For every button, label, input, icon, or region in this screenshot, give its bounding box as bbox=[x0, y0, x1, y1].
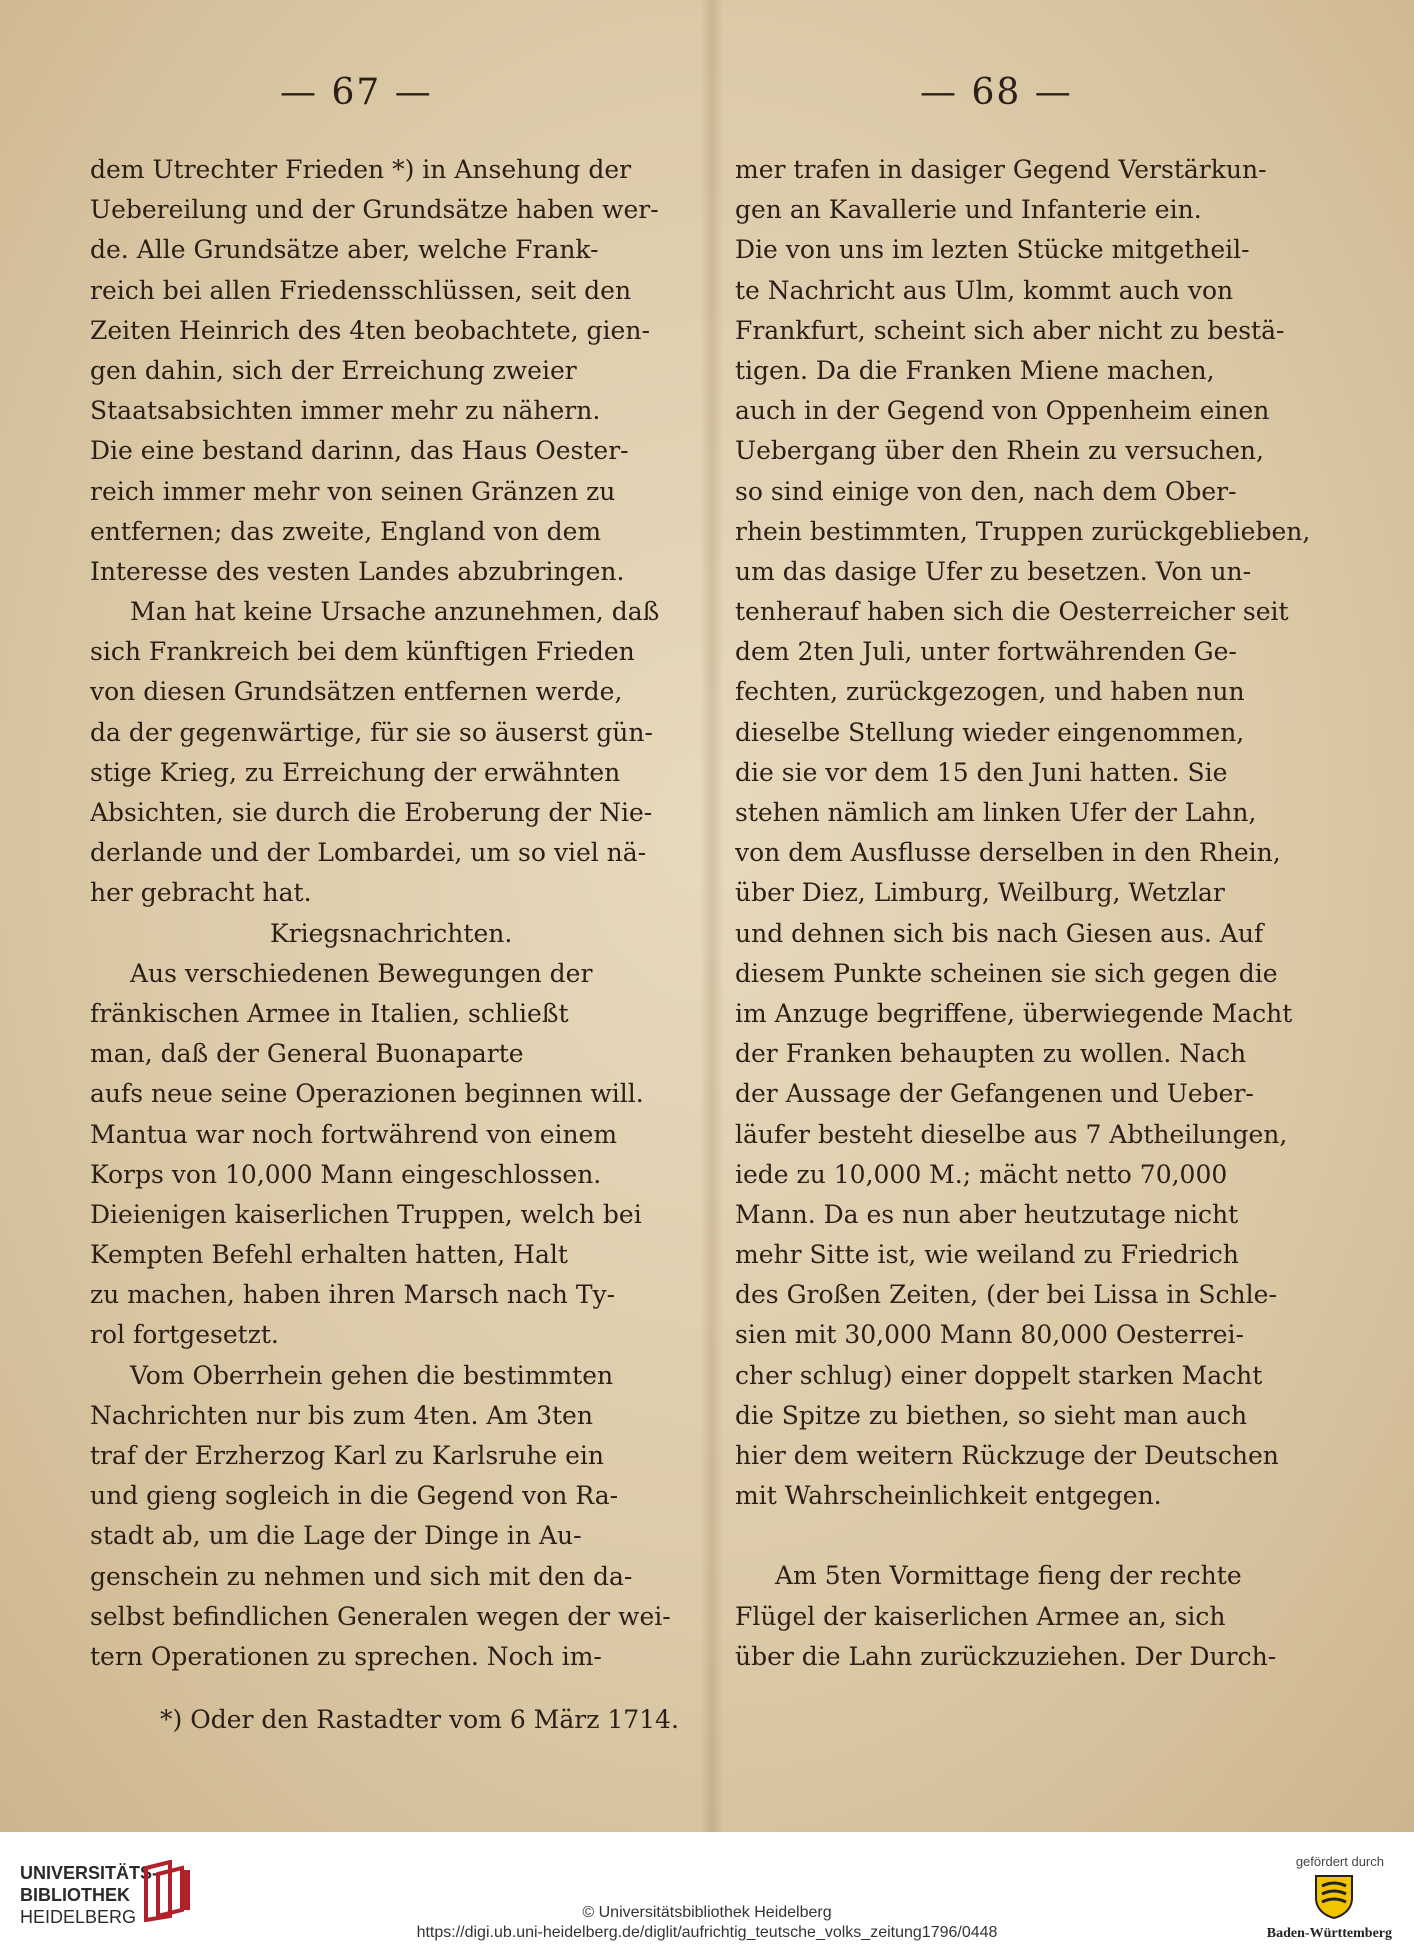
right-page-text-line: Uebergang über den Rhein zu versuchen, bbox=[735, 436, 1264, 466]
left-page-text-line: Nachrichten nur bis zum 4ten. Am 3ten bbox=[90, 1400, 593, 1430]
right-page-text-line: tenherauf haben sich die Oesterreicher seit bbox=[735, 597, 1289, 627]
left-page-text-line: Kempten Befehl erhalten hatten, Halt bbox=[90, 1240, 568, 1270]
right-page-text-line: auch in der Gegend von Oppenheim einen bbox=[735, 396, 1270, 426]
left-page-text-line: Staatsabsichten immer mehr zu nähern. bbox=[90, 396, 601, 426]
left-page-text-line: dem Utrechter Frieden *) in Ansehung der bbox=[90, 155, 632, 184]
left-page-text-line: und gieng sogleich in die Gegend von Ra- bbox=[90, 1481, 619, 1511]
right-page-text-line: diesem Punkte scheinen sie sich gegen die bbox=[735, 958, 1278, 988]
viewer-footer bbox=[0, 1832, 1414, 1947]
left-page-text-line: Vom Oberrhein gehen die bestimmten bbox=[130, 1360, 614, 1390]
right-page-text-line: iede zu 10,000 M.; mächt netto 70,000 bbox=[735, 1159, 1228, 1189]
left-page-text-line: traf der Erzherzog Karl zu Karlsruhe ein bbox=[90, 1441, 605, 1470]
right-page-text-line: Am 5ten Vormittage fieng der rechte bbox=[775, 1561, 1242, 1591]
baden-wuerttemberg-crest-icon bbox=[1312, 1872, 1356, 1920]
right-page-text-line: des Großen Zeiten, (der bei Lissa in Schle- bbox=[735, 1280, 1277, 1310]
right-page-text-line: so sind einige von den, nach dem Ober- bbox=[735, 476, 1237, 506]
right-page-text-line: der Franken behaupten zu wollen. Nach bbox=[735, 1039, 1247, 1069]
right-page-text-line: Die von uns im lezten Stücke mitgetheil- bbox=[735, 235, 1250, 265]
left-page-text-line: stige Krieg, zu Erreichung der erwähnten bbox=[90, 757, 621, 787]
permalink-url[interactable]: https://digi.ub.uni-heidelberg.de/diglit/aufrichtig_teutsche_volks_zeitung1796/0448 bbox=[416, 1924, 998, 1941]
book-gutter bbox=[700, 0, 724, 1832]
right-page-text-line: im Anzuge begriffene, überwiegende Macht bbox=[735, 998, 1293, 1028]
left-page-text-line: Man hat keine Ursache anzunehmen, daß bbox=[130, 597, 660, 627]
left-page-text-line: Interesse des vesten Landes abzubringen. bbox=[90, 556, 625, 586]
right-page-text-line: gen an Kavallerie und Infanterie ein. bbox=[735, 195, 1202, 225]
left-page-text-line: sich Frankreich bei dem künftigen Frieden bbox=[90, 637, 635, 667]
right-page-paragraph-gap bbox=[735, 1516, 1345, 1556]
library-logo-line: UNIVERSITÄTS- bbox=[20, 1863, 159, 1883]
right-page-text-line: und dehnen sich bis nach Giesen aus. Auf bbox=[735, 918, 1264, 948]
left-page-text-line: reich immer mehr von seinen Gränzen zu bbox=[90, 476, 616, 506]
sponsor-name: Baden-Württemberg bbox=[1266, 1926, 1392, 1941]
left-page-text-line: gen dahin, sich der Erreichung zweier bbox=[90, 355, 577, 385]
right-page-text-line: Frankfurt, scheint sich aber nicht zu bestä- bbox=[735, 315, 1285, 345]
right-page-text-line: die Spitze zu biethen, so sieht man auch bbox=[735, 1400, 1248, 1430]
right-page-text-line: rhein bestimmten, Truppen zurückgeblieben, bbox=[735, 516, 1311, 546]
left-page-text-line: tern Operationen zu sprechen. Noch im- bbox=[90, 1641, 602, 1671]
right-page-text-line: dieselbe Stellung wieder eingenommen, bbox=[735, 717, 1245, 747]
left-page-text-line: zu machen, haben ihren Marsch nach Ty- bbox=[90, 1280, 616, 1310]
right-page-text-column bbox=[735, 150, 1345, 1677]
left-page-text-line: stadt ab, um die Lage der Dinge in Au- bbox=[90, 1521, 582, 1551]
left-page-text-line: Die eine bestand darinn, das Haus Oester- bbox=[90, 436, 629, 466]
right-page-text-line: stehen nämlich am linken Ufer der Lahn, bbox=[735, 798, 1257, 827]
right-page-text-line: tigen. Da die Franken Miene machen, bbox=[735, 355, 1215, 385]
library-logo-line: BIBLIOTHEK bbox=[20, 1885, 130, 1905]
left-page-section-heading: Kriegsnachrichten. bbox=[270, 918, 513, 948]
left-page-text-line: her gebracht hat. bbox=[90, 878, 312, 908]
left-page-text-line: de. Alle Grundsätze aber, welche Frank- bbox=[90, 235, 599, 265]
left-page-text-line: selbst befindlichen Generalen wegen der wei- bbox=[90, 1601, 671, 1631]
right-page-text-line: cher schlug) einer doppelt starken Macht bbox=[735, 1360, 1263, 1390]
right-page-text-line: Flügel der kaiserlichen Armee an, sich bbox=[735, 1601, 1226, 1631]
right-page-text-line: von dem Ausflusse derselben in den Rhein, bbox=[735, 838, 1281, 868]
right-page-text-line: Mann. Da es nun aber heutzutage nicht bbox=[735, 1199, 1239, 1229]
left-page-text-line: rol fortgesetzt. bbox=[90, 1320, 279, 1350]
page-number-right: — 68 — bbox=[920, 72, 1073, 113]
right-page-text-line: mehr Sitte ist, wie weiland zu Friedrich bbox=[735, 1240, 1239, 1270]
left-page-text-line: Absichten, sie durch die Eroberung der Nie- bbox=[90, 798, 653, 827]
sponsor-label: gefördert durch bbox=[1295, 1854, 1384, 1869]
right-page-text-line: über Diez, Limburg, Weilburg, Wetzlar bbox=[735, 878, 1225, 908]
left-page-text-column bbox=[90, 150, 700, 1677]
right-page-text-line: über die Lahn zurückzuziehen. Der Durch- bbox=[735, 1641, 1277, 1671]
right-page-text-line: um das dasige Ufer zu besetzen. Von un- bbox=[735, 556, 1252, 586]
right-page-text-line: dem 2ten Juli, unter fortwährenden Ge- bbox=[735, 637, 1237, 667]
left-page-text-line: derlande und der Lombardei, um so viel nä- bbox=[90, 838, 647, 868]
left-page-text-line: reich bei allen Friedensschlüssen, seit den bbox=[90, 275, 632, 305]
left-page-text-line: Korps von 10,000 Mann eingeschlossen. bbox=[90, 1159, 602, 1189]
right-page-text-line: mer trafen in dasiger Gegend Verstärkun- bbox=[735, 155, 1267, 184]
left-page-text-line: man, daß der General Buonaparte bbox=[90, 1039, 524, 1069]
page-number-left: — 67 — bbox=[280, 72, 433, 113]
left-page-text-line: entfernen; das zweite, England von dem bbox=[90, 516, 602, 546]
left-page-text-line: Uebereilung und der Grundsätze haben wer- bbox=[90, 195, 659, 225]
right-page-text-line: fechten, zurückgezogen, und haben nun bbox=[735, 677, 1245, 707]
right-page-text-line: die sie vor dem 15 den Juni hatten. Sie bbox=[735, 757, 1228, 787]
left-page-text-line: genschein zu nehmen und sich mit den da- bbox=[90, 1561, 633, 1591]
left-page-text-line: aufs neue seine Operazionen beginnen will. bbox=[90, 1079, 644, 1109]
copyright-notice: © Universitätsbibliothek Heidelberg bbox=[582, 1904, 832, 1921]
right-page-text-line: läufer besteht dieselbe aus 7 Abtheilungen, bbox=[735, 1119, 1288, 1149]
left-page-text-line: von diesen Grundsätzen entfernen werde, bbox=[90, 677, 623, 707]
right-page-text-line: mit Wahrscheinlichkeit entgegen. bbox=[735, 1481, 1162, 1511]
right-page-text-line: te Nachricht aus Ulm, kommt auch von bbox=[735, 275, 1234, 305]
left-page-text-line: fränkischen Armee in Italien, schließt bbox=[90, 998, 569, 1028]
right-page-text-line: der Aussage der Gefangenen und Ueber- bbox=[735, 1079, 1254, 1109]
left-page-text-line: Aus verschiedenen Bewegungen der bbox=[130, 958, 593, 988]
right-page-text-line: hier dem weitern Rückzuge der Deutschen bbox=[735, 1441, 1279, 1470]
footnote: *) Oder den Rastadter vom 6 März 1714. bbox=[160, 1705, 679, 1734]
left-page-text-line: Mantua war noch fortwährend von einem bbox=[90, 1119, 618, 1149]
library-logo-line: HEIDELBERG bbox=[20, 1907, 137, 1927]
right-page-text-line: sien mit 30,000 Mann 80,000 Oesterrei- bbox=[735, 1320, 1244, 1350]
left-page-text-line: Zeiten Heinrich des 4ten beobachtete, gien- bbox=[90, 315, 650, 345]
left-page-text-line: Dieienigen kaiserlichen Truppen, welch bei bbox=[90, 1199, 642, 1229]
left-page-text-line: da der gegenwärtige, für sie so äuserst gün- bbox=[90, 717, 653, 747]
